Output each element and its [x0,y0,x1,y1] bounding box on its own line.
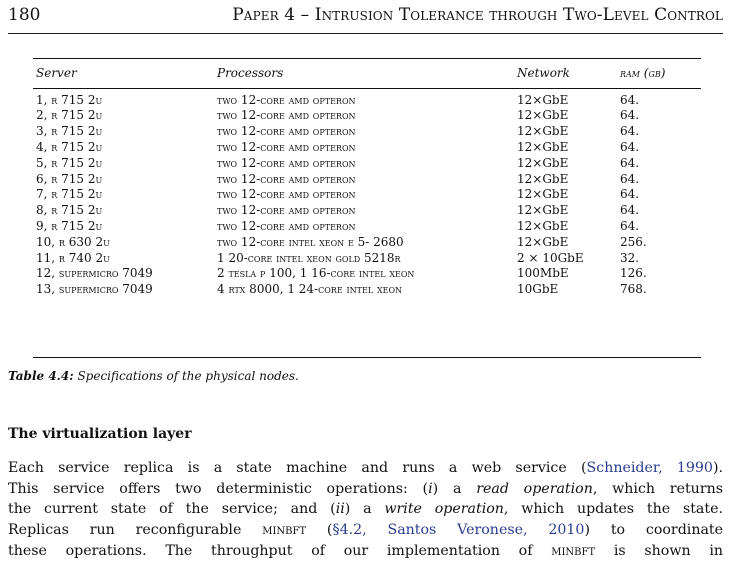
citation-link[interactable]: §4.2, Santos Veronese, 2010 [332,522,585,539]
server-cell: 10, r 630 2u [36,234,110,249]
table-row [33,234,704,250]
text-run: ) a [344,501,385,518]
paragraph-line [8,541,723,562]
server-cell: 9, r 715 2u [36,218,103,233]
processors-cell: two 12-core amd opteron [217,218,356,233]
network-cell: 12×GbE [517,108,569,123]
table-bottom-rule [33,357,701,358]
text-run: the current state of the service; and ( [8,501,336,518]
text-run: , which updates the state. [503,501,723,518]
table-row [33,155,704,171]
ram-cell: 32. [620,250,640,265]
running-title: Paper 4 – Intrusion Tolerance through Two-Level Control [232,5,723,25]
text-run: Each service replica is a state machine and runs a web service ( [8,460,587,476]
ram-cell: 64. [620,92,640,107]
network-cell: 12×GbE [517,171,569,186]
body-paragraph [8,458,723,561]
server-cell: 4, r 715 2u [36,139,103,154]
section-heading: The virtualization layer [8,426,192,442]
table-row [33,171,704,187]
table-row [33,266,704,282]
text-run: ) a [432,480,477,497]
ram-cell: 64. [620,108,640,123]
processors-cell: two 12-core amd opteron [217,171,356,186]
network-cell: 12×GbE [517,139,569,154]
network-cell: 12×GbE [517,155,569,170]
server-cell: 13, supermicro 7049 [36,282,153,297]
table-row [33,124,704,140]
network-cell: 100MbE [517,266,569,281]
network-cell: 2 × 10GbE [517,250,584,265]
processors-cell: two 12-core amd opteron [217,108,356,123]
caption-text: Specifications of the physical nodes. [77,369,299,383]
text-run: , which returns [592,480,724,497]
text-run: ). [712,460,723,476]
processors-cell: 4 rtx 8000, 1 24-core intel xeon [217,282,403,297]
processors-cell: 1 20-core intel xeon gold 5218r [217,250,401,265]
network-cell: 10GbE [517,282,559,297]
text-run: This service offers two deterministic operations: ( [8,480,429,497]
ram-cell: 64. [620,218,640,233]
page-number: 180 [8,5,41,25]
header-rule [8,33,723,34]
ram-cell: 64. [620,203,640,218]
paragraph-line [8,458,723,479]
italic-run: i [428,480,433,497]
ram-cell: 126. [620,266,647,281]
text-run: ) to coordinate [584,522,724,539]
network-cell: 12×GbE [517,218,569,233]
ram-cell: 768. [620,282,647,297]
text-run: Replicas run reconfigurable [8,522,263,539]
processors-cell: two 12-core amd opteron [217,124,356,139]
column-header-network: Network [517,66,570,80]
paragraph-line [8,479,723,500]
paragraph-line [8,520,723,541]
ram-cell: 64. [620,124,640,139]
italic-run: write operation [384,501,504,518]
network-cell: 12×GbE [517,234,569,249]
processors-cell: two 12-core amd opteron [217,203,356,218]
text-run: is shown in [595,542,724,559]
server-cell: 3, r 715 2u [36,124,103,139]
table-row [33,219,704,235]
server-cell: 8, r 715 2u [36,203,103,218]
table-row [33,108,704,124]
table-body [33,87,704,298]
caption-label: Table 4.4: [8,369,74,383]
table-top-rule [33,58,701,59]
table-row [33,87,704,108]
specifications-table [33,62,704,298]
table-caption [8,369,299,383]
column-header-processors: Processors [217,66,284,80]
italic-run: ii [335,501,345,518]
italic-run: read operation [476,480,593,497]
table-header-row [33,62,704,87]
network-cell: 12×GbE [517,187,569,202]
text-run: these operations. The throughput of our implementation of [8,542,552,559]
network-cell: 12×GbE [517,92,569,107]
table-row [33,250,704,266]
running-header [8,4,723,28]
text-run: ( [306,522,333,539]
ram-cell: 64. [620,171,640,186]
column-header-server: Server [36,66,77,80]
ram-cell: 64. [620,139,640,154]
processors-cell: two 12-core amd opteron [217,92,356,107]
paragraph-line [8,499,723,520]
ram-cell: 256. [620,234,647,249]
table-row [33,282,704,298]
processors-cell: two 12-core intel xeon e 5- 2680 [217,234,404,249]
network-cell: 12×GbE [517,124,569,139]
small-caps-run: minbft [551,542,596,559]
table-row [33,187,704,203]
server-cell: 6, r 715 2u [36,171,103,186]
processors-cell: 2 tesla p 100, 1 16-core intel xeon [217,266,415,281]
server-cell: 7, r 715 2u [36,187,103,202]
server-cell: 5, r 715 2u [36,155,103,170]
table-row [33,203,704,219]
column-header-ram: ram (gb) [620,66,666,80]
ram-cell: 64. [620,187,640,202]
citation-link[interactable]: Schneider, 1990 [586,460,713,476]
table-row [33,140,704,156]
processors-cell: two 12-core amd opteron [217,187,356,202]
server-cell: 11, r 740 2u [36,250,110,265]
processors-cell: two 12-core amd opteron [217,139,356,154]
server-cell: 12, supermicro 7049 [36,266,153,281]
ram-cell: 64. [620,155,640,170]
network-cell: 12×GbE [517,203,569,218]
small-caps-run: minbft [262,522,307,539]
server-cell: 1, r 715 2u [36,92,103,107]
server-cell: 2, r 715 2u [36,108,103,123]
processors-cell: two 12-core amd opteron [217,155,356,170]
